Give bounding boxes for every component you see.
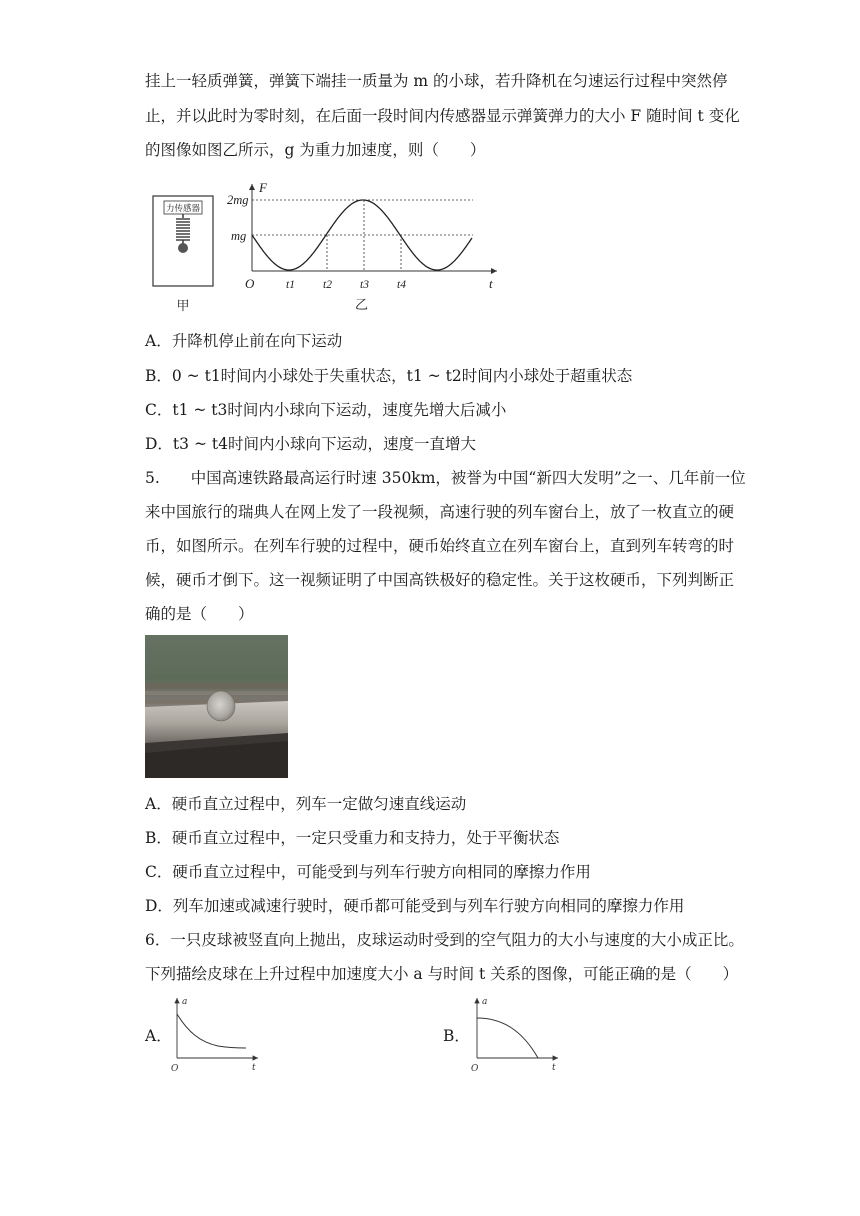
q5-stem-line-3: 币，如图所示。在列车行驶的过程中，硬币始终直立在列车窗台上，直到列车转弯的时 bbox=[145, 537, 735, 555]
coin-on-window-sill-photo bbox=[145, 635, 288, 778]
q6-b-origin: O bbox=[471, 1064, 479, 1074]
q5-stem-line-4: 候，硬币才倒下。这一视频证明了中国高铁极好的稳定性。关于这枚硬币，下列判断正 bbox=[145, 571, 735, 589]
spring-icon bbox=[176, 214, 190, 244]
x-tick-t4: t4 bbox=[397, 279, 406, 291]
q6-a-y-label: a bbox=[182, 997, 188, 1007]
f-axis-label: F bbox=[259, 180, 267, 195]
q6-stem-line-1: 6．一只皮球被竖直向上抛出，皮球运动时受到的空气阻力的大小与速度的大小成正比。 bbox=[145, 931, 744, 949]
q4-option-d[interactable]: D．t3 ~ t4时间内小球向下运动，速度一直增大 bbox=[145, 435, 476, 453]
q4-stem-line-1: 挂上一轻质弹簧，弹簧下端挂一质量为 m 的小球，若升降机在匀速运行过程中突然停 bbox=[145, 72, 728, 90]
q5-stem-line-1: 5. 中国高速铁路最高运行时速 350km，被誉为中国“新四大发明”之一、几年前一位 bbox=[145, 469, 746, 487]
q5-option-c[interactable]: C．硬币直立过程中，可能受到与列车行驶方向相同的摩擦力作用 bbox=[145, 863, 591, 881]
q6-a-curve bbox=[177, 1014, 246, 1048]
q4-stem-line-3: 的图像如图乙所示，g 为重力加速度，则（ ） bbox=[145, 141, 486, 159]
q5-option-d[interactable]: D．列车加速或减速行驶时，硬币都可能受到与列车行驶方向相同的摩擦力作用 bbox=[145, 897, 685, 915]
figure-yi-force-time-graph bbox=[225, 178, 515, 313]
q4-option-a[interactable]: A．升降机停止前在向下运动 bbox=[145, 332, 343, 350]
x-tick-t3: t3 bbox=[360, 279, 369, 291]
coin-icon bbox=[207, 691, 235, 721]
figure-yi-caption: 乙 bbox=[355, 298, 369, 313]
q5-option-b[interactable]: B．硬币直立过程中，一定只受重力和支持力，处于平衡状态 bbox=[145, 829, 560, 847]
x-tick-t1: t1 bbox=[286, 279, 295, 291]
q6-stem-line-2: 下列描绘皮球在上升过程中加速度大小 a 与时间 t 关系的图像，可能正确的是（ ） bbox=[145, 965, 739, 983]
origin-label: O bbox=[245, 276, 255, 291]
q5-option-a[interactable]: A．硬币直立过程中，列车一定做匀速直线运动 bbox=[145, 795, 467, 813]
q5-stem-line-2: 来中国旅行的瑞典人在网上发了一段视频，高速行驶的列车窗台上，放了一枚直立的硬 bbox=[145, 503, 735, 521]
q4-stem-line-2: 止，并以此时为零时刻，在后面一段时间内传感器显示弹簧弹力的大小 F 随时间 t 变化 bbox=[145, 107, 740, 125]
q6-graph-b[interactable] bbox=[466, 994, 566, 1074]
q4-option-c[interactable]: C．t1 ~ t3时间内小球向下运动，速度先增大后减小 bbox=[145, 401, 507, 419]
q4-option-b[interactable]: B．0 ~ t1时间内小球处于失重状态，t1 ~ t2时间内小球处于超重状态 bbox=[145, 367, 633, 385]
t-axis-label: t bbox=[489, 276, 493, 291]
q5-stem-line-5: 确的是（ ） bbox=[145, 605, 254, 623]
y-tick-mg: mg bbox=[231, 229, 247, 243]
q6-b-curve bbox=[477, 1018, 538, 1058]
x-tick-t2: t2 bbox=[323, 279, 332, 291]
q6-b-x-label: t bbox=[552, 1063, 556, 1073]
q6-option-b-label[interactable]: B． bbox=[443, 1027, 470, 1045]
q6-a-origin: O bbox=[171, 1064, 179, 1074]
q6-a-x-label: t bbox=[252, 1063, 256, 1073]
sensor-label: 力传感器 bbox=[165, 204, 201, 214]
q6-graph-a[interactable] bbox=[166, 994, 266, 1074]
figure-jia-sensor-diagram bbox=[150, 190, 225, 315]
ball-icon bbox=[178, 243, 188, 253]
q6-b-y-label: a bbox=[482, 997, 488, 1007]
figure-jia-caption: 甲 bbox=[176, 299, 190, 314]
q6-option-a-label[interactable]: A． bbox=[145, 1027, 172, 1045]
y-tick-2mg: 2mg bbox=[227, 193, 249, 207]
